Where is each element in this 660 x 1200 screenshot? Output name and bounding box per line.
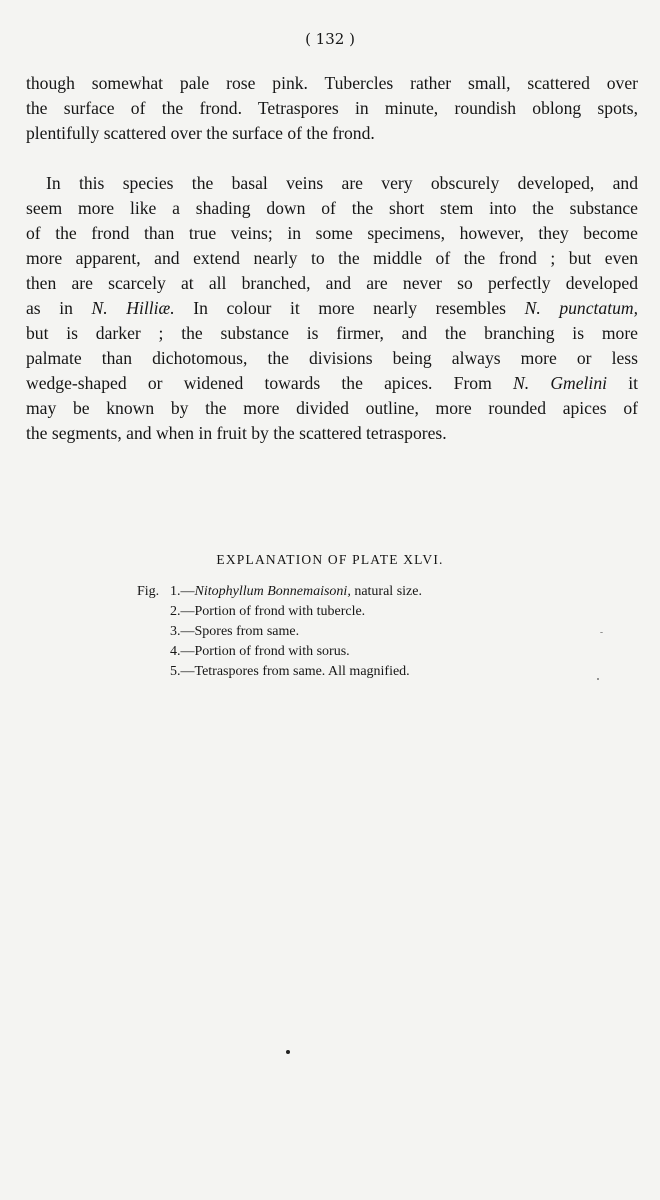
text-line: but is darker ; the substance is firmer, and the branching is more	[26, 323, 638, 343]
species-name: Nitophyllum Bonnemaisoni,	[194, 584, 351, 599]
text-line: wedge-shaped or widened towards the apices. From N. Gmelini it	[26, 373, 638, 393]
text-line: palmate than dichotomous, the divisions being always more or less	[26, 348, 638, 368]
print-speck	[600, 632, 603, 633]
text-line: seem more like a shading down of the short stem into the substance	[26, 198, 638, 218]
species-name: N. Hilliæ.	[91, 298, 175, 318]
paragraph-remarks	[26, 171, 638, 446]
print-speck	[597, 678, 599, 680]
species-name: N. Gmelini	[512, 373, 608, 393]
figure-item: 5.—Tetraspores from same. All magnified.	[170, 664, 410, 679]
page-number: ( 132 )	[305, 30, 355, 48]
species-name: N. punctatum,	[524, 298, 638, 318]
plate-explanation-title: EXPLANATION OF PLATE XLVI.	[216, 552, 444, 567]
text-line: may be known by the more divided outline, more rounded apices of	[26, 398, 638, 418]
text-line: the surface of the frond. Tetraspores in minute, roundish oblong spots,	[26, 98, 638, 118]
text-line: In this species the basal veins are very obscurely developed, and	[46, 173, 638, 193]
print-speck	[286, 1050, 290, 1054]
text-line: of the frond than true veins; in some specimens, however, they become	[26, 223, 638, 243]
paragraph-description	[26, 71, 638, 146]
figure-item: Fig. 1.—Nitophyllum Bonnemaisoni, natural size.	[137, 582, 422, 602]
text-line: then are scarcely at all branched, and are never so perfectly developed	[26, 273, 638, 293]
figure-item: 4.—Portion of frond with sorus.	[170, 644, 350, 659]
text-line: though somewhat pale rose pink. Tubercles rather small, scattered over	[26, 73, 638, 93]
fig-prefix: Fig.	[137, 584, 160, 599]
figure-list	[137, 582, 422, 682]
figure-item: 2.—Portion of frond with tubercle.	[170, 604, 366, 619]
text-line: as in N. Hilliæ. In colour it more nearly resembles N. punctatum,	[26, 298, 638, 318]
text-line: more apparent, and extend nearly to the middle of the frond ; but even	[26, 248, 638, 268]
figure-item: 3.—Spores from same.	[170, 624, 300, 639]
text-line: the segments, and when in fruit by the scattered tetraspores.	[26, 423, 447, 443]
text-line: plentifully scattered over the surface of the frond.	[26, 123, 375, 143]
